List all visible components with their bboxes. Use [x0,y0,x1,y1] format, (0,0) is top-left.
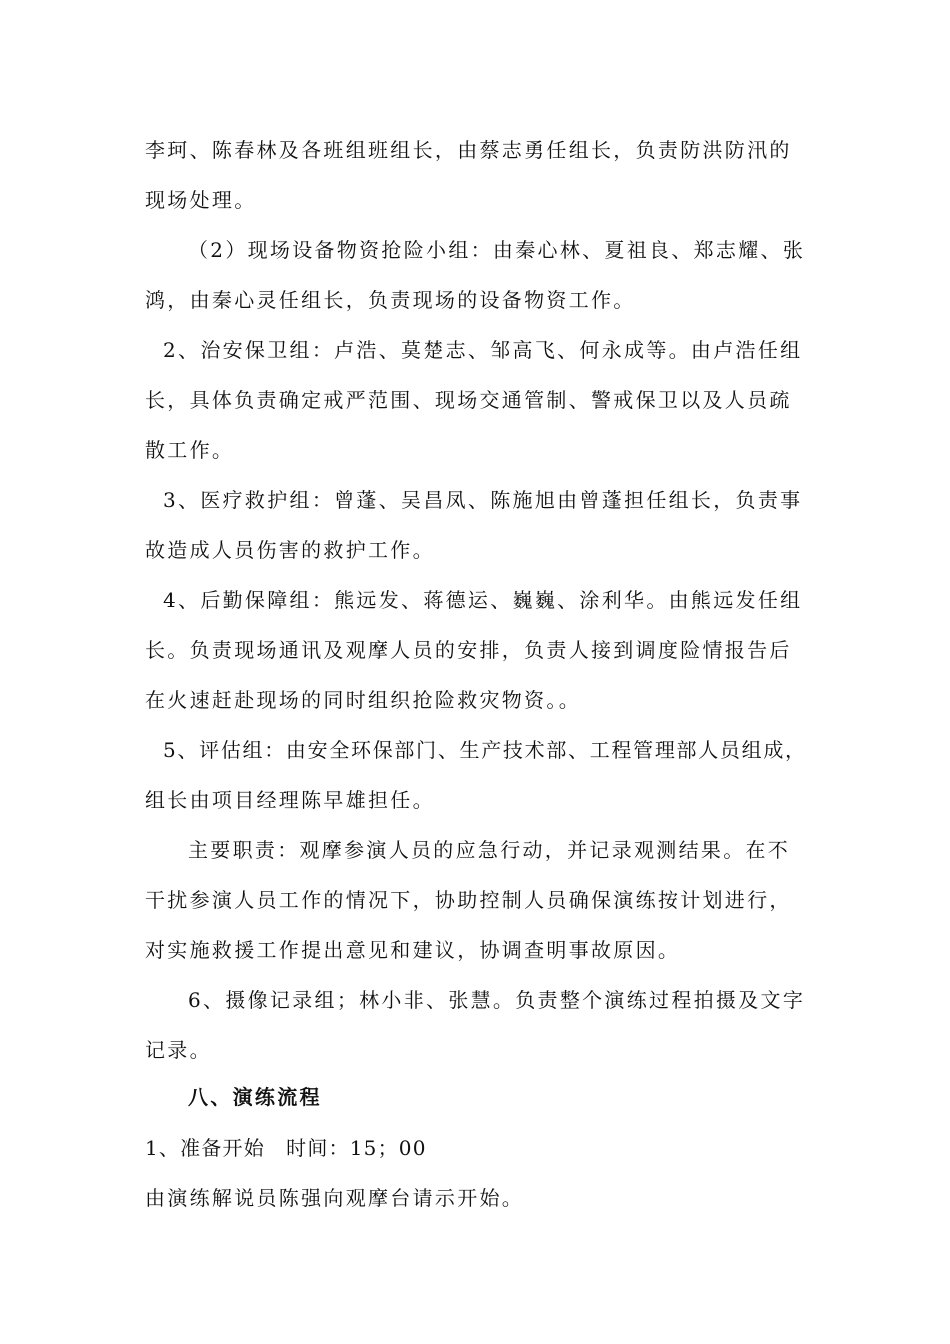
text-line: （2）现场设备物资抢险小组：由秦心林、夏祖良、郑志耀、张 [188,238,806,262]
text-line: 3、医疗救护组：曾蓬、吴昌凤、陈施旭由曾蓬担任组长，负责事 [163,488,803,512]
text-line: 由演练解说员陈强向观摩台请示开始。 [145,1186,525,1210]
text-line: 对实施救援工作提出意见和建议，协调查明事故原因。 [145,938,681,962]
text-line: 记录。 [145,1038,212,1062]
text-line: 4、后勤保障组：熊远发、蒋德运、巍巍、涂利华。由熊远发任组 [163,588,803,612]
text-line: 组长由项目经理陈早雄担任。 [145,788,435,812]
text-line: 鸿，由秦心灵任组长，负责现场的设备物资工作。 [145,288,636,312]
text-line: 故造成人员伤害的救护工作。 [145,538,435,562]
text-line: 2、治安保卫组：卢浩、莫楚志、邹高飞、何永成等。由卢浩任组 [163,338,803,362]
text-line: 散工作。 [145,438,235,462]
text-line: 长，具体负责确定戒严范围、现场交通管制、警戒保卫以及人员疏 [145,388,792,412]
text-line: 干扰参演人员工作的情况下，协助控制人员确保演练按计划进行， [145,888,792,912]
text-line: 现场处理。 [145,188,257,212]
text-line: 长。负责现场通讯及观摩人员的安排，负责人接到调度险情报告后 [145,638,792,662]
text-line: 主要职责：观摩参演人员的应急行动，并记录观测结果。在不 [188,838,791,862]
text-line: 李珂、陈春林及各班组班组长，由蔡志勇任组长，负责防洪防汛的 [145,138,792,162]
section-heading: 八、演练流程 [188,1085,322,1109]
text-line: 6、摄像记录组；林小非、张慧。负责整个演练过程拍摄及文字 [188,988,806,1012]
text-line: 1、准备开始 时间：15；00 [145,1136,427,1160]
text-line: 5、评估组：由安全环保部门、生产技术部、工程管理部人员组成， [163,738,807,762]
text-line: 在火速赶赴现场的同时组织抢险救灾物资。。 [145,688,581,712]
